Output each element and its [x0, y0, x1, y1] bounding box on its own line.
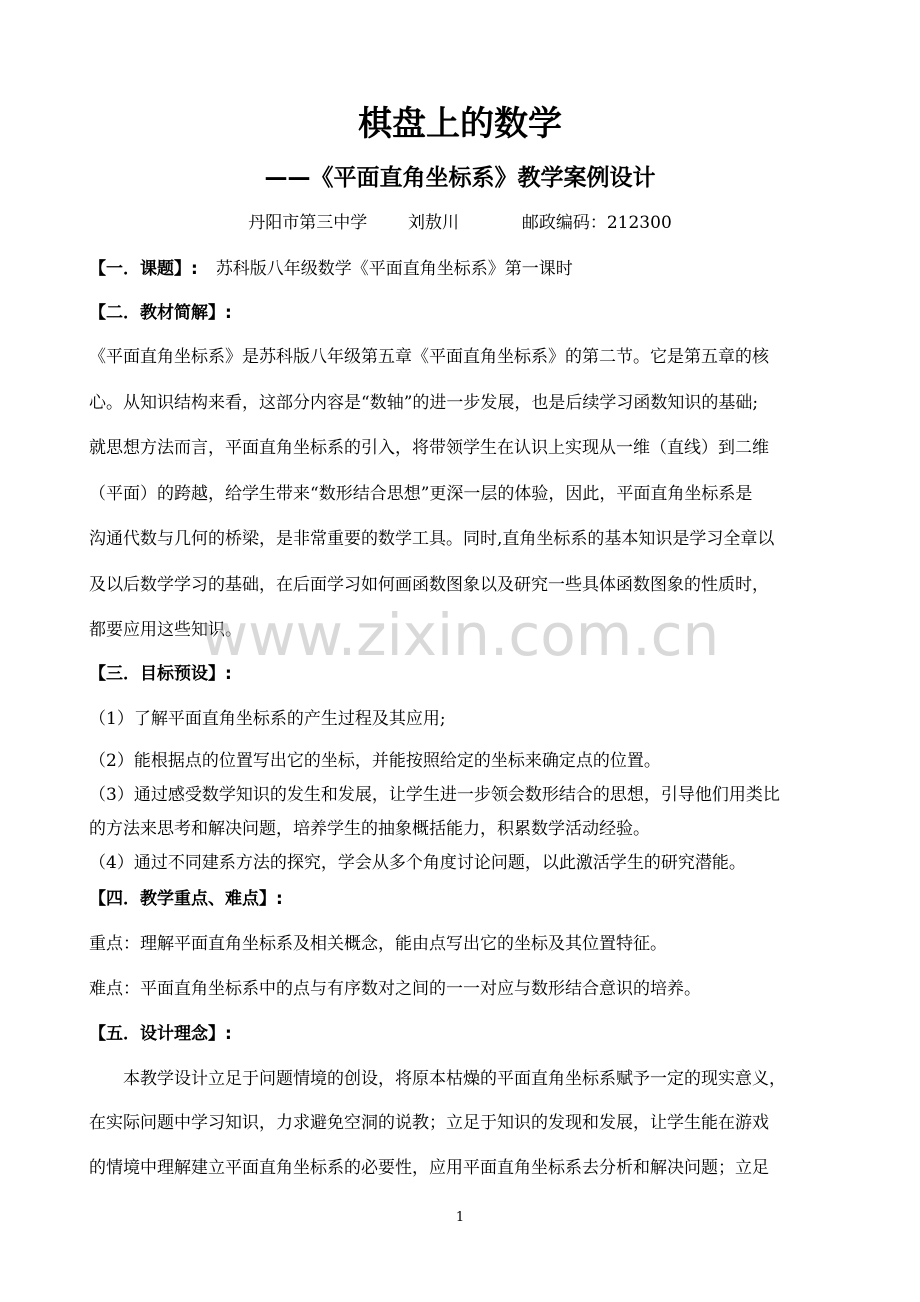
section2-line: 沟通代数与几何的桥梁，是非常重要的数学工具。同时,直角坐标系的基本知识是学习全章以: [89, 529, 775, 549]
goal-item: （2）能根据点的位置写出它的坐标，并能按照给定的坐标来确定点的位置。: [89, 751, 661, 771]
section2-line: 及以后数学学习的基础，在后面学习如何画函数图象以及研究一些具体函数图象的性质时，: [89, 575, 769, 595]
page-number: 1: [455, 1210, 465, 1225]
section2-heading: 【二．教材简解】:: [89, 303, 232, 323]
section1-heading: 【一．课题】:: [89, 259, 198, 279]
section2-line: 《平面直角坐标系》是苏科版八年级第五章《平面直角坐标系》的第二节。它是第五章的核: [89, 347, 769, 367]
section2-line: 心。从知识结构来看，这部分内容是“数轴”的进一步发展，也是后续学习函数知识的基础;: [89, 393, 759, 413]
section2-line: （平面）的跨越，给学生带来“数形结合思想”更深一层的体验，因此，平面直角坐标系是: [89, 484, 753, 504]
document-subtitle: ——《平面直角坐标系》教学案例设计: [264, 165, 656, 191]
section4-heading: 【四．教学重点、难点】:: [89, 889, 283, 909]
watermark: www.zixin.com.cn: [200, 601, 720, 669]
author-school: 丹阳市第三中学: [248, 213, 368, 233]
author-postal: 邮政编码：212300: [521, 213, 672, 233]
section2-line: 都要应用这些知识。: [89, 620, 242, 640]
difficult-point: 难点：平面直角坐标系中的点与有序数对之间的一一对应与数形结合意识的培养。: [89, 979, 701, 999]
goal-item: （4）通过不同建系方法的探究，学会从多个角度讨论问题，以此激活学生的研究潜能。: [89, 853, 746, 873]
section1-content: 苏科版八年级数学《平面直角坐标系》第一课时: [215, 259, 573, 279]
section5-line: 的情境中理解建立平面直角坐标系的必要性，应用平面直角坐标系去分析和解决问题；立足: [89, 1158, 769, 1178]
author-line: [0, 212, 920, 234]
goal-item: （3）通过感受数学知识的发生和发展，让学生进一步领会数形结合的思想，引导他们用类比: [89, 785, 780, 805]
section3-heading: 【三．目标预设】:: [89, 664, 232, 684]
document-title: 棋盘上的数学: [358, 104, 562, 144]
section2-line: 就思想方法而言，平面直角坐标系的引入，将带领学生在认识上实现从一维（直线）到二维: [89, 438, 769, 458]
section5-line: 本教学设计立足于问题情境的创设，将原本枯燥的平面直角坐标系赋予一定的现实意义，: [123, 1069, 786, 1089]
section1-heading-line: [89, 259, 834, 279]
key-point: 重点：理解平面直角坐标系及相关概念，能由点写出它的坐标及其位置特征。: [89, 934, 667, 954]
goal-item: （1）了解平面直角坐标系的产生过程及其应用;: [89, 709, 446, 729]
goal-item: 的方法来思考和解决问题，培养学生的抽象概括能力，积累数学活动经验。: [89, 819, 650, 839]
section5-line: 在实际问题中学习知识，力求避免空洞的说教；立足于知识的发现和发展，让学生能在游戏: [89, 1113, 769, 1133]
section5-heading: 【五．设计理念】:: [89, 1024, 232, 1044]
author-name: 刘敖川: [408, 213, 460, 233]
